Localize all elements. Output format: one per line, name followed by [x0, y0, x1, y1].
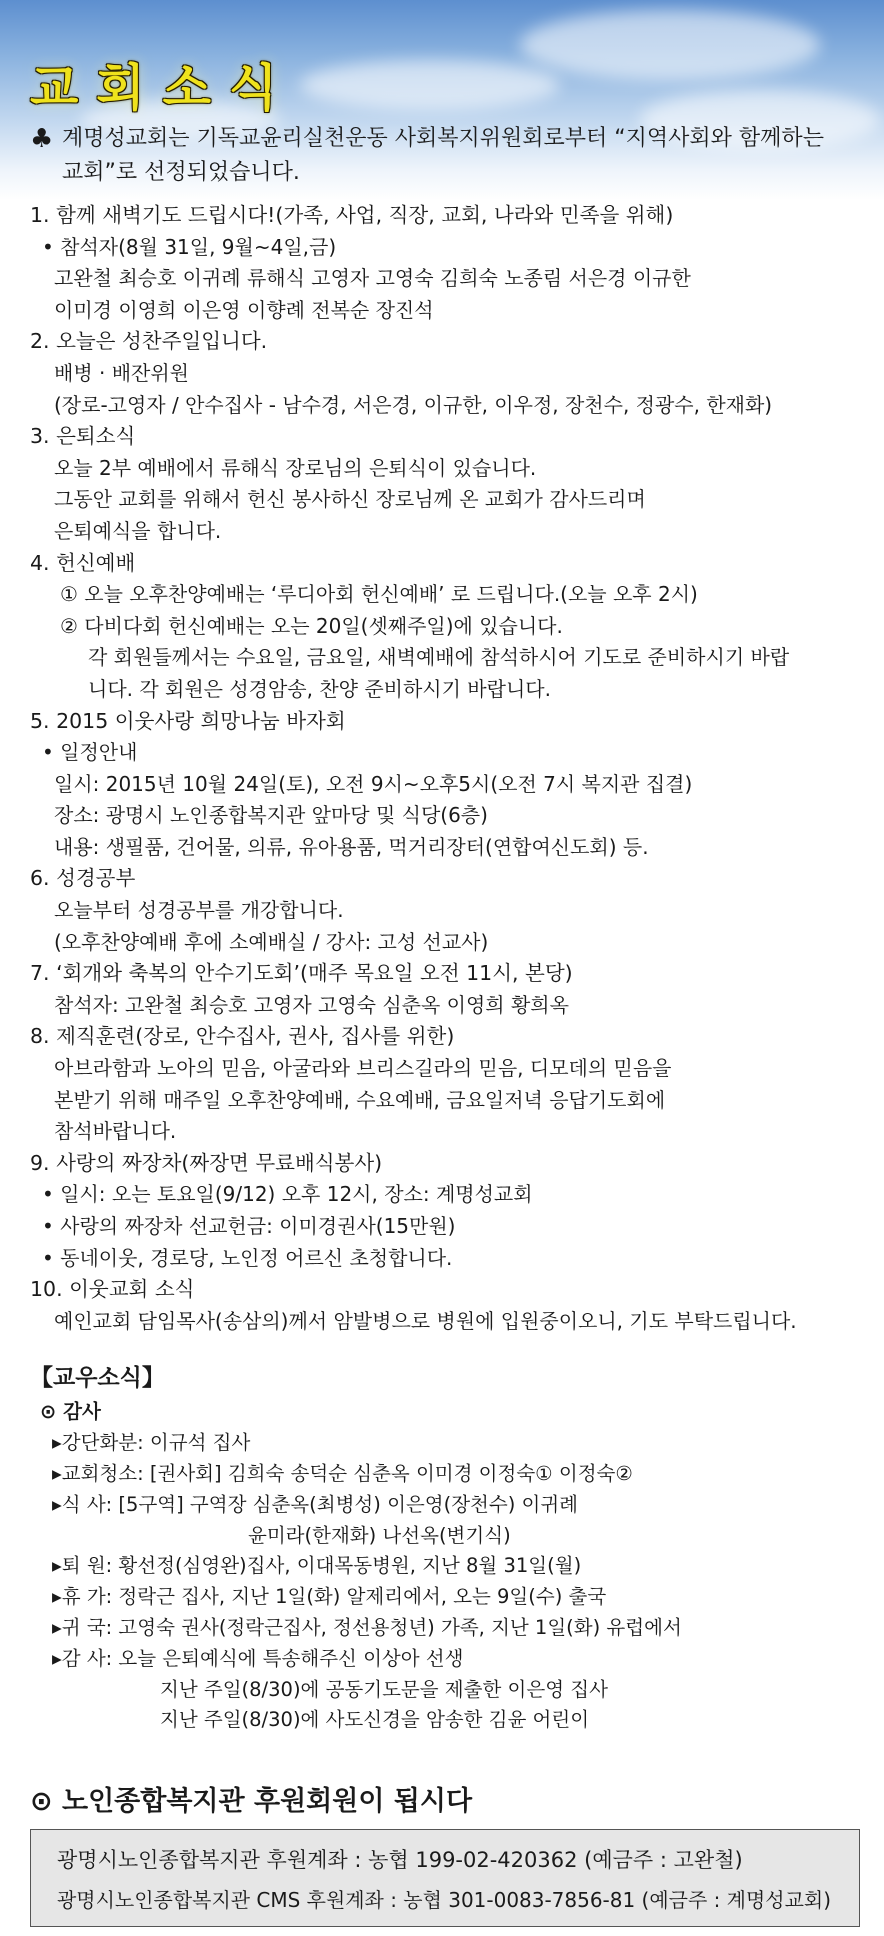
news-line: 예인교회 담임목사(송삼의)께서 암발병으로 병원에 입원중이오니, 기도 부탁드립니다. — [54, 1308, 797, 1333]
news-line: • 참석자(8월 31일, 9월~4일,금) — [42, 234, 337, 259]
news-line: 아브라함과 노아의 믿음, 아굴라와 브리스길라의 믿음, 디모데의 믿음을 — [54, 1056, 672, 1081]
news-line: 일시: 2015년 10월 24일(토), 오전 9시~오후5시(오전 7시 복지관 집결) — [54, 771, 693, 796]
thanks-item: ▸강단화분: 이규석 집사 — [52, 1431, 251, 1455]
support-account-1: 광명시노인종합복지관 후원계좌 : 농협 199-02-420362 (예금주 : 고완철) — [57, 1848, 743, 1872]
news-line: 이미경 이영희 이은영 이향례 전복순 장진석 — [54, 297, 434, 322]
news-heading: 5. 2015 이웃사랑 희망나눔 바자회 — [30, 708, 346, 733]
news-heading: 3. 은퇴소식 — [30, 424, 136, 449]
news-line: • 일시: 오는 토요일(9/12) 오후 12시, 장소: 계명성교회 — [42, 1182, 533, 1207]
news-list — [30, 200, 880, 1736]
news-line: • 사랑의 짜장차 선교헌금: 이미경권사(15만원) — [42, 1214, 456, 1238]
news-heading: 10. 이웃교회 소식 — [30, 1277, 195, 1302]
thanks-item-continuation: 지난 주일(8/30)에 사도신경을 암송한 김윤 어린이 — [160, 1708, 590, 1732]
thanks-item: ▸휴 가: 정락근 집사, 지난 1일(화) 알제리에서, 오는 9일(수) 출국 — [52, 1585, 607, 1609]
news-line: 은퇴예식을 합니다. — [54, 518, 222, 543]
news-heading: 7. ‘회개와 축복의 안수기도회’(매주 목요일 오전 11시, 본당) — [30, 961, 573, 986]
news-line: ① 오늘 오후찬양예배는 ‘루디아회 헌신예배’ 로 드립니다.(오늘 오후 2시) — [60, 582, 698, 607]
news-rows — [30, 200, 880, 1337]
thanks-item: ▸교회청소: [권사회] 김희숙 송덕순 심춘옥 이미경 이정숙① 이정숙② — [52, 1461, 633, 1485]
news-line: 참석자: 고완철 최승호 고영자 고영숙 심춘옥 이영희 황희옥 — [54, 992, 569, 1017]
support-box — [30, 1829, 860, 1927]
kyowoo-title: 【교우소식】 — [30, 1365, 165, 1392]
news-line: • 일정안내 — [42, 740, 138, 765]
news-heading: 6. 성경공부 — [30, 866, 136, 891]
news-line: • 동네이웃, 경로당, 노인정 어르신 초청합니다. — [42, 1245, 453, 1270]
thanks-item: ▸퇴 원: 황선정(심영완)집사, 이대목동병원, 지난 8월 31일(월) — [52, 1554, 582, 1578]
page-title: 교회소식 — [30, 59, 296, 117]
intro-notice — [30, 122, 875, 190]
news-line: 각 회원들께서는 수요일, 금요일, 새벽예배에 참석하시어 기도로 준비하시기 바랍 — [88, 645, 790, 670]
support-title: ⊙ 노인종합복지관 후원회원이 됩시다 — [30, 1786, 473, 1817]
thanks-item: ▸식 사: [5구역] 구역장 심춘옥(최병성) 이은영(장천수) 이귀례 — [52, 1492, 579, 1516]
news-line: 고완철 최승호 이귀례 류해식 고영자 고영숙 김희숙 노종림 서은경 이규한 — [54, 266, 691, 291]
news-line: 본받기 위해 매주일 오후찬양예배, 수요예배, 금요일저녁 응답기도회에 — [54, 1087, 666, 1112]
thanks-item: ▸감 사: 오늘 은퇴예식에 특송해주신 이상아 선생 — [52, 1646, 464, 1670]
intro-line: 교회”로 선정되었습니다. — [62, 160, 300, 185]
news-line: 그동안 교회를 위해서 헌신 봉사하신 장로님께 온 교회가 감사드리며 — [54, 487, 646, 512]
news-heading: 2. 오늘은 성찬주일입니다. — [30, 329, 268, 354]
support-account-2: 광명시노인종합복지관 CMS 후원계좌 : 농협 301-0083-7856-81 (예금주 : 계명성교회) — [57, 1888, 832, 1912]
news-line: 오늘 2부 예배에서 류해식 장로님의 은퇴식이 있습니다. — [54, 455, 537, 480]
thanks-subtitle: ⊙ 감사 — [40, 1400, 101, 1424]
news-line: 오늘부터 성경공부를 개강합니다. — [54, 898, 344, 923]
thanks-item-continuation: 윤미라(한재화) 나선옥(변기식) — [248, 1523, 511, 1547]
club-icon: ♣ — [30, 124, 54, 154]
news-line: 배병 · 배잔위원 — [54, 360, 189, 385]
news-line: (오후찬양예배 후에 소예배실 / 강사: 고성 선교사) — [54, 929, 489, 954]
news-heading: 4. 헌신예배 — [30, 550, 136, 575]
thanks-item-continuation: 지난 주일(8/30)에 공동기도문을 제출한 이은영 집사 — [160, 1677, 608, 1701]
spacer — [30, 1337, 880, 1359]
news-line: 장소: 광명시 노인종합복지관 앞마당 및 식당(6층) — [54, 803, 488, 828]
news-heading: 9. 사랑의 짜장차(짜장면 무료배식봉사) — [30, 1150, 383, 1175]
news-line: ② 다비다회 헌신예배는 오는 20일(셋째주일)에 있습니다. — [60, 613, 563, 638]
news-heading: 8. 제직훈련(장로, 안수집사, 권사, 집사를 위한) — [30, 1024, 455, 1049]
news-line: 참석바랍니다. — [54, 1119, 177, 1144]
news-line: 내용: 생필품, 건어물, 의류, 유아용품, 먹거리장터(연합여신도회) 등. — [54, 834, 649, 859]
news-heading: 1. 함께 새벽기도 드립시다!(가족, 사업, 직장, 교회, 나라와 민족을 위해) — [30, 203, 674, 227]
kyowoo-rows — [30, 1428, 880, 1736]
news-line: 니다. 각 회원은 성경암송, 찬양 준비하시기 바랍니다. — [88, 676, 551, 701]
news-line: (장로-고영자 / 안수집사 - 남수경, 서은경, 이규한, 이우정, 장천수, 정광수, 한재화) — [54, 392, 773, 417]
intro-line: 계명성교회는 기독교윤리실천운동 사회복지위원회로부터 “지역사회와 함께하는 — [62, 126, 824, 151]
thanks-item: ▸귀 국: 고영숙 권사(정락근집사, 정선용청년) 가족, 지난 1일(화) 유럽에서 — [52, 1615, 682, 1639]
